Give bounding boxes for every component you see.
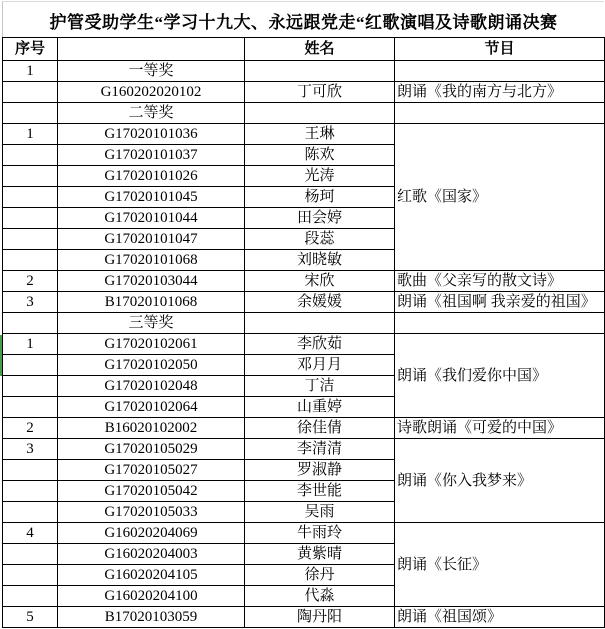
code-cell: G17020105027 bbox=[58, 460, 245, 481]
name-cell bbox=[245, 313, 395, 334]
seq-cell bbox=[3, 250, 58, 271]
name-cell: 陶丹阳 bbox=[245, 607, 395, 628]
name-cell: 刘晓敏 bbox=[245, 250, 395, 271]
code-cell: G17020101026 bbox=[58, 166, 245, 187]
program-cell: 红歌《国家》 bbox=[395, 124, 605, 271]
program-cell bbox=[395, 313, 605, 334]
name-cell: 罗淑静 bbox=[245, 460, 395, 481]
name-cell: 代淼 bbox=[245, 586, 395, 607]
table-row bbox=[3, 61, 605, 82]
code-cell: G17020101036 bbox=[58, 124, 245, 145]
code-cell: G17020101044 bbox=[58, 208, 245, 229]
seq-cell: 1 bbox=[3, 61, 58, 82]
program-cell bbox=[395, 61, 605, 82]
code-cell: G160202020102 bbox=[58, 82, 245, 103]
code-cell: G17020102064 bbox=[58, 397, 245, 418]
program-cell: 诗歌朗诵《可爱的中国》 bbox=[395, 418, 605, 439]
code-cell: G16020204105 bbox=[58, 565, 245, 586]
name-cell: 丁洁 bbox=[245, 376, 395, 397]
code-cell: G16020204069 bbox=[58, 523, 245, 544]
name-cell: 光涛 bbox=[245, 166, 395, 187]
code-cell: G16020204003 bbox=[58, 544, 245, 565]
code-cell: G17020101037 bbox=[58, 145, 245, 166]
name-cell: 吴雨 bbox=[245, 502, 395, 523]
code-cell: G17020102061 bbox=[58, 334, 245, 355]
seq-cell bbox=[3, 187, 58, 208]
code-cell: 三等奖 bbox=[58, 313, 245, 334]
seq-cell bbox=[3, 397, 58, 418]
seq-cell: 5 bbox=[3, 607, 58, 628]
seq-cell bbox=[3, 502, 58, 523]
seq-cell bbox=[3, 229, 58, 250]
table-row bbox=[3, 313, 605, 334]
seq-cell bbox=[3, 208, 58, 229]
table-header bbox=[3, 38, 605, 61]
code-cell: G17020105033 bbox=[58, 502, 245, 523]
code-cell: G16020204100 bbox=[58, 586, 245, 607]
code-cell: G17020101047 bbox=[58, 229, 245, 250]
seq-cell bbox=[3, 460, 58, 481]
seq-cell bbox=[3, 313, 58, 334]
seq-cell: 3 bbox=[3, 439, 58, 460]
name-cell: 王琳 bbox=[245, 124, 395, 145]
results-table-body bbox=[3, 61, 605, 628]
table-row bbox=[3, 292, 605, 313]
code-cell: G17020101045 bbox=[58, 187, 245, 208]
code-cell: G17020102050 bbox=[58, 355, 245, 376]
table-row bbox=[3, 334, 605, 355]
name-cell: 李世能 bbox=[245, 481, 395, 502]
name-cell: 宋欣 bbox=[245, 271, 395, 292]
code-cell: G17020102048 bbox=[58, 376, 245, 397]
seq-cell: 4 bbox=[3, 523, 58, 544]
seq-cell bbox=[3, 82, 58, 103]
program-cell: 朗诵《我的南方与北方》 bbox=[395, 82, 605, 103]
name-cell: 段蕊 bbox=[245, 229, 395, 250]
results-table bbox=[2, 37, 605, 628]
name-cell: 徐丹 bbox=[245, 565, 395, 586]
program-cell: 朗诵《你入我梦来》 bbox=[395, 439, 605, 523]
table-row bbox=[3, 439, 605, 460]
code-cell: G17020103044 bbox=[58, 271, 245, 292]
name-cell bbox=[245, 61, 395, 82]
header-seq: 序号 bbox=[3, 38, 58, 61]
name-cell: 牛雨玲 bbox=[245, 523, 395, 544]
table-row bbox=[3, 124, 605, 145]
seq-cell: 3 bbox=[3, 292, 58, 313]
code-cell: 二等奖 bbox=[58, 103, 245, 124]
name-cell: 徐佳倩 bbox=[245, 418, 395, 439]
table-row bbox=[3, 607, 605, 628]
program-cell: 朗诵《祖国颂》 bbox=[395, 607, 605, 628]
name-cell: 杨珂 bbox=[245, 187, 395, 208]
code-cell: 一等奖 bbox=[58, 61, 245, 82]
seq-cell bbox=[3, 376, 58, 397]
name-cell: 李清清 bbox=[245, 439, 395, 460]
name-cell bbox=[245, 103, 395, 124]
seq-cell bbox=[3, 586, 58, 607]
program-cell: 朗诵《长征》 bbox=[395, 523, 605, 607]
name-cell: 邓月月 bbox=[245, 355, 395, 376]
seq-cell: 1 bbox=[3, 334, 58, 355]
code-cell: G17020105029 bbox=[58, 439, 245, 460]
header-program: 节目 bbox=[395, 38, 605, 61]
code-cell: G17020101068 bbox=[58, 250, 245, 271]
seq-cell: 2 bbox=[3, 418, 58, 439]
seq-cell bbox=[3, 565, 58, 586]
name-cell: 李欣茹 bbox=[245, 334, 395, 355]
table-row bbox=[3, 103, 605, 124]
header-code bbox=[58, 38, 245, 61]
code-cell: B17020101068 bbox=[58, 292, 245, 313]
code-cell: B17020103059 bbox=[58, 607, 245, 628]
name-cell: 黄紫晴 bbox=[245, 544, 395, 565]
program-cell: 歌曲《父亲写的散文诗》 bbox=[395, 271, 605, 292]
seq-cell bbox=[3, 166, 58, 187]
name-cell: 陈欢 bbox=[245, 145, 395, 166]
page-title: 护管受助学生“学习十九大、永远跟党走“红歌演唱及诗歌朗诵决赛 bbox=[2, 1, 604, 38]
table-row bbox=[3, 271, 605, 292]
header-row bbox=[3, 38, 605, 61]
table-row bbox=[3, 523, 605, 544]
name-cell: 余媛媛 bbox=[245, 292, 395, 313]
code-cell: G17020105042 bbox=[58, 481, 245, 502]
program-cell bbox=[395, 103, 605, 124]
seq-cell bbox=[3, 544, 58, 565]
table-row bbox=[3, 82, 605, 103]
seq-cell bbox=[3, 355, 58, 376]
seq-cell: 1 bbox=[3, 124, 58, 145]
program-cell: 朗诵《我们爱你中国》 bbox=[395, 334, 605, 418]
seq-cell bbox=[3, 103, 58, 124]
name-cell: 田会婷 bbox=[245, 208, 395, 229]
seq-cell bbox=[3, 145, 58, 166]
seq-cell bbox=[3, 481, 58, 502]
table-row bbox=[3, 418, 605, 439]
seq-cell: 2 bbox=[3, 271, 58, 292]
program-cell: 朗诵《祖国啊 我亲爱的祖国》 bbox=[395, 292, 605, 313]
code-cell: B16020102002 bbox=[58, 418, 245, 439]
name-cell: 丁可欣 bbox=[245, 82, 395, 103]
header-name: 姓名 bbox=[245, 38, 395, 61]
name-cell: 山重婷 bbox=[245, 397, 395, 418]
